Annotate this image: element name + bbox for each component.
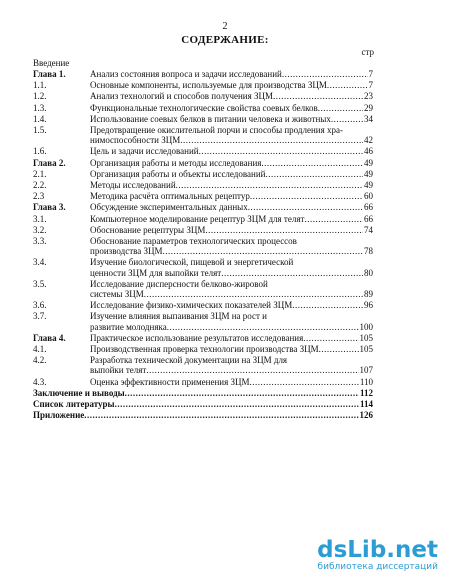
toc-entry-page: 46 [364,146,373,157]
toc-entry-text: Список литературы [33,399,115,410]
toc-entry-page: 74 [364,224,373,235]
toc-entry-title [90,279,373,299]
toc-entry-title [90,180,373,190]
toc-entry-page: 34 [364,113,373,124]
toc-entry-number: 1.4. [33,113,47,124]
toc-entry-line [90,344,373,354]
toc-entry-number: 2.2. [33,180,47,191]
toc-entry-number: 4.1. [33,344,47,355]
toc-entry-title [90,257,373,277]
toc-leader-dots [167,322,359,332]
toc-entry-text: Производственная проверка технологии производства ЗЦМ [90,344,319,355]
toc-leader-dots [163,246,363,256]
toc-entry-number: 3.3. [33,236,47,247]
toc-entry-line [90,365,373,375]
toc-entry-text: Анализ технологий и способов получения ЗЦМ [90,91,273,102]
toc-entry-line [90,268,373,278]
toc-entry-line [90,135,373,145]
intro-entry: Введение [33,58,70,68]
toc-entry-line [90,214,373,224]
toc-entry-page: 80 [364,267,373,278]
toc-entry-number: 1.5. [33,125,47,136]
toc-leader-dots [282,69,368,79]
toc-leader-dots [265,169,363,179]
dslib-logo [317,538,438,572]
toc-entry-number: 2.1. [33,168,47,179]
toc-leader-dots [273,91,363,101]
toc-entry-line [33,388,373,398]
logo-subtitle: библиотека диссертаций [317,562,438,572]
toc-entry-title [90,225,373,235]
toc-entry-line [90,191,373,201]
toc-entry-line [90,80,373,90]
toc-entry-title [90,169,373,179]
toc-entry-text: ценности ЗЦМ для выпойки телят [90,267,222,278]
toc-entry-page: 7 [368,80,373,91]
toc-entry-line [90,279,373,289]
toc-entry-title [33,388,373,398]
toc-entry-number: 3.2. [33,224,47,235]
toc-entry-text: Приложение [33,410,85,421]
toc-entry-text: Обоснование рецептуры ЗЦМ [90,224,206,235]
toc-entry-number: 1.1. [33,80,47,91]
toc-entry [33,103,373,113]
toc-entry [33,202,373,212]
toc-entry [33,114,373,124]
toc-entry-page: 105 [359,344,373,355]
toc-entry-title [90,344,373,354]
toc-leader-dots [261,158,363,168]
toc-entry-line [90,311,373,321]
toc-entry [33,236,373,256]
toc-entry [33,333,373,343]
toc-entry-number: 3.1. [33,213,47,224]
toc-leader-dots [292,300,363,310]
toc-entry-title [33,410,373,420]
toc-entry-text: Обоснование параметров технологических процессов [90,236,297,247]
toc-entry [33,146,373,156]
toc-entry-title [90,125,373,145]
toc-entry-text: производства ЗЦМ [90,246,163,257]
toc-entry-text: нимоспособности ЗЦМ [90,135,181,146]
toc-entry-number: Глава 4. [33,332,66,343]
toc-entry-text: Организация работы и методы исследования [90,157,262,168]
toc-entry [33,69,373,79]
toc-entry-title [90,191,373,201]
toc-entry [33,191,373,201]
toc-entry-page: 49 [364,157,373,168]
table-of-contents [33,69,373,422]
toc-leader-dots [318,103,363,113]
toc-leader-dots [331,114,363,124]
toc-entry-number: 3.4. [33,257,47,268]
toc-entry-line [90,333,373,343]
toc-entry-title [90,91,373,101]
toc-entry-title [90,355,373,375]
toc-entry-number: Глава 1. [33,69,66,79]
toc-entry-page: 66 [364,202,373,213]
toc-leader-dots [303,333,358,343]
toc-entry-text: Обсуждение экспериментальных данных [90,202,248,213]
toc-entry-text: развитие молодняка [90,321,167,332]
toc-leader-dots [176,180,363,190]
toc-entry-text: Исследование физико-химических показателей ЗЦМ [90,300,293,311]
toc-entry-number: 3.6. [33,300,47,311]
toc-entry-text: Основные компоненты, используемые для производства ЗЦМ [90,80,327,91]
toc-entry-line [90,355,373,365]
toc-entry-line [90,377,373,387]
toc-entry-page: 126 [359,410,373,421]
toc-entry-line [90,69,373,79]
toc-entry [33,91,373,101]
toc-entry-line [90,300,373,310]
toc-entry-number: 1.6. [33,146,47,157]
toc-entry-line [90,257,373,267]
toc-entry-title [90,80,373,90]
toc-entry-page: 78 [364,246,373,257]
toc-entry-line [90,103,373,113]
toc-leader-dots [199,146,363,156]
toc-entry [33,125,373,145]
toc-entry-title [90,202,373,212]
toc-entry-line [90,180,373,190]
toc-entry [33,214,373,224]
toc-entry-page: 23 [364,91,373,102]
toc-entry-title [90,158,373,168]
toc-entry-line [90,114,373,124]
toc-leader-dots [327,80,368,90]
toc-entry-page: 7 [368,69,373,79]
toc-entry-page: 60 [364,191,373,202]
toc-entry [33,355,373,375]
toc-entry [33,344,373,354]
toc-entry-page: 110 [359,376,373,387]
toc-entry-page: 49 [364,168,373,179]
toc-leader-dots [221,268,363,278]
toc-entry-text: Методика расчёта оптимальных рецептур [90,191,250,202]
toc-entry-title [90,300,373,310]
toc-closing-entry [33,388,373,398]
toc-entry-text: Изучение влияния выпаивания ЗЦМ на рост и [90,311,267,322]
toc-entry-text: Оценка эффективности применения ЗЦМ [90,376,250,387]
toc-entry-line [90,322,373,332]
toc-entry [33,300,373,310]
toc-entry [33,169,373,179]
toc-entry-page: 66 [364,213,373,224]
toc-entry [33,80,373,90]
toc-entry-line [33,399,373,409]
toc-entry-line [33,410,373,420]
toc-leader-dots [205,225,363,235]
toc-entry-title [90,103,373,113]
toc-entry [33,257,373,277]
toc-entry-line [90,146,373,156]
toc-entry-line [90,169,373,179]
toc-entry-text: выпойки телят [90,365,147,376]
toc-entry-line [90,158,373,168]
toc-entry-text: Анализ состояния вопроса и задачи исследований [90,69,282,79]
page-number: 2 [222,21,228,32]
toc-entry-text: Изучение биологической, пищевой и энергетической [90,257,294,268]
toc-entry-number: 3.5. [33,278,47,289]
toc-closing-entry [33,410,373,420]
toc-entry-page: 42 [364,135,373,146]
page-column-header: стр [361,47,374,57]
toc-entry-number: 3.7. [33,311,47,322]
toc-leader-dots [115,399,359,409]
toc-leader-dots [146,365,358,375]
toc-entry-page: 107 [359,365,373,376]
logo-text: dsLib.net [317,537,438,563]
toc-entry-page: 29 [364,102,373,113]
toc-entry-page: 105 [359,332,373,343]
toc-entry-page: 49 [364,180,373,191]
toc-entry-line [90,236,373,246]
toc-entry-title [90,146,373,156]
toc-entry [33,377,373,387]
toc-entry-page: 114 [359,399,373,410]
toc-closing-entry [33,399,373,409]
toc-entry-number: 1.3. [33,102,47,113]
toc-entry-line [90,225,373,235]
toc-entry-line [90,125,373,135]
toc-leader-dots [250,191,363,201]
toc-leader-dots [125,388,359,398]
toc-entry [33,158,373,168]
toc-leader-dots [319,344,359,354]
toc-entry-number: 4.2. [33,355,47,366]
toc-entry [33,311,373,331]
toc-entry-number: 1.2. [33,91,47,102]
toc-entry-text: Предотвращение окислительной порчи и способы продления хра- [90,125,344,136]
toc-entry-title [90,214,373,224]
toc-entry-title [90,114,373,124]
toc-entry [33,279,373,299]
toc-entry [33,180,373,190]
toc-entry-text: Практическое использование результатов исследования [90,332,304,343]
toc-leader-dots [144,289,363,299]
toc-entry-text: системы ЗЦМ [90,289,144,300]
toc-entry-line [90,202,373,212]
toc-entry-page: 100 [359,321,373,332]
toc-entry-text: Использование соевых белков в питании человека и животных [90,113,331,124]
toc-entry-line [90,246,373,256]
toc-leader-dots [84,410,358,420]
toc-entry-text: Цель и задачи исследований [90,146,199,157]
toc-entry-title [90,69,373,79]
toc-entry-number: 2.3 [33,191,45,202]
toc-entry-title [33,399,373,409]
toc-entry-number: Глава 2. [33,157,66,168]
toc-entry-title [90,311,373,331]
toc-leader-dots [248,202,363,212]
toc-entry-text: Организация работы и объекты исследований [90,168,266,179]
toc-entry [33,225,373,235]
toc-entry-title [90,236,373,256]
toc-leader-dots [180,135,363,145]
toc-entry-text: Функциональные технологические свойства соевых белков [90,102,318,113]
toc-entry-line [90,289,373,299]
toc-entry-text: Методы исследований [90,180,176,191]
toc-leader-dots [249,377,358,387]
toc-entry-text: Разработка технической документации на ЗЦМ для [90,355,288,366]
page-title: СОДЕРЖАНИЕ: [181,34,269,46]
toc-entry-page: 96 [364,300,373,311]
toc-entry-number: 4.3. [33,376,47,387]
toc-entry-title [90,333,373,343]
toc-entry-page: 112 [359,387,373,398]
toc-entry-number: Глава 3. [33,202,66,213]
toc-entry-text: Исследование дисперсности белково-жировой [90,278,268,289]
toc-entry-line [90,91,373,101]
toc-entry-title [90,377,373,387]
toc-entry-text: Заключение и выводы [33,387,125,398]
toc-entry-text: Компьютерное моделирование рецептур ЗЦМ для телят [90,213,305,224]
toc-leader-dots [304,214,363,224]
toc-entry-page: 89 [364,289,373,300]
